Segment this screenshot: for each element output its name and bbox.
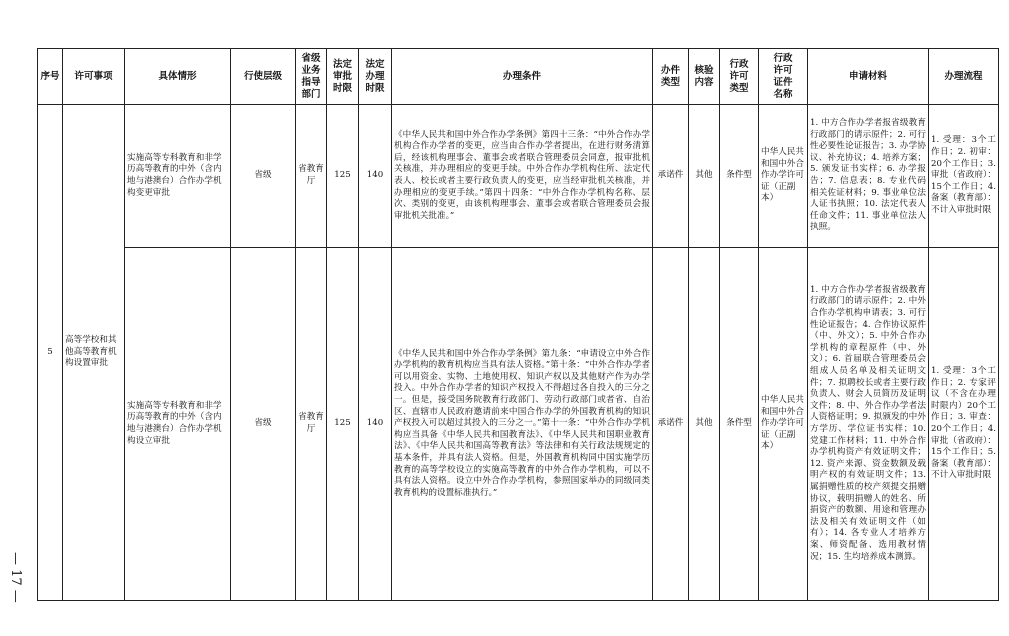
- header-cell: 许可事项: [63, 49, 125, 105]
- materials-cell: 1. 中方合作办学者报省级教育行政部门的请示原件；2. 中外合作办学机构申请表；3. 可行性论证报告；4. 合作协议原件（中、外文）；5. 中外合作办学机构的章程原件（中、外文）；6. 首届联合管理委员会组成人员名单及相关证明文件；7. 拟聘校长或者主要行政负责人、财会人员简历及证明文件；8. 中、外合作办学者法人资格证明；9. 拟颁发的中外方学历、学位证书实样；10. 党建工作材料；11. 中外合作办学机构资产有效证明文件；12. 资产来源、资金数额及载明产权的有效证明文件；13. 属捐赠性质的校产须提交捐赠协议，载明捐赠人的姓名、所捐资产的数额、用途和管理办法及相关有效证明文件（如有）；14. 各专业人才培养方案、师资配备、选用教材情况；15. 生均培养成本测算。: [808, 248, 929, 601]
- materials-cell: 1. 中方合作办学者报省级教育行政部门的请示原件；2. 可行性必要性论证报告；3. 办学协议、补充协议；4. 培养方案；5. 颁发证书实样；6. 办学报告；7. 信息表；8. 专业代码相关佐证材料；9. 事业单位法人证书执照；10. 法定代表人任命文件；11. 事业单位法人执照。: [808, 105, 929, 248]
- handling-days-cell: 140: [359, 248, 392, 601]
- certificate-cell: 中华人民共和国中外合作办学许可证（正副本）: [759, 105, 808, 248]
- header-cell: 具体情形: [125, 49, 231, 105]
- situation-cell: 实施高等专科教育和非学历高等教育的中外（含内地与港澳台）合作办学机构变更审批: [125, 105, 231, 248]
- header-cell: 省级 业务 指导 部门: [296, 49, 327, 105]
- case-type-cell: 承诺件: [653, 248, 689, 601]
- permit-type-cell: 条件型: [720, 105, 759, 248]
- header-row: [38, 49, 999, 105]
- approval-days-cell: 125: [327, 105, 359, 248]
- header-cell: 核验 内容: [689, 49, 720, 105]
- situation-cell: 实施高等专科教育和非学历高等教育的中外（含内地与港澳台）合作办学机构设立审批: [125, 248, 231, 601]
- verification-cell: 其他: [689, 248, 720, 601]
- level-cell: 省级: [231, 105, 296, 248]
- approval-days-cell: 125: [327, 248, 359, 601]
- header-cell: 行政 许可 类型: [720, 49, 759, 105]
- handling-days-cell: 140: [359, 105, 392, 248]
- table-row: [38, 248, 999, 601]
- header-cell: 申请材料: [808, 49, 929, 105]
- department-cell: 省教育厅: [296, 248, 327, 601]
- header-cell: 法定 审批 时限: [327, 49, 359, 105]
- header-cell: 办件 类型: [653, 49, 689, 105]
- verification-cell: 其他: [689, 105, 720, 248]
- header-cell: 行使层级: [231, 49, 296, 105]
- item-number: 5: [38, 105, 63, 601]
- certificate-cell: 中华人民共和国中外合作办学许可证（正副本）: [759, 248, 808, 601]
- item-name: 高等学校和其他高等教育机构设置审批: [63, 105, 125, 601]
- permit-table: [37, 48, 999, 601]
- process-cell: 1. 受理：3个工作日；2. 专家评议（不含在办理时限内）20个工作日；3. 审查：20个工作日；4. 审批（省政府）：15个工作日；5. 备案（教育部）：不计入审批时限: [929, 248, 999, 601]
- table-row: [38, 105, 999, 248]
- page-number: — 17 —: [8, 552, 23, 603]
- permit-type-cell: 条件型: [720, 248, 759, 601]
- conditions-cell: 《中华人民共和国中外合作办学条例》第四十三条：“中外合作办学机构合作办学者的变更，应当由合作办学者提出，在进行财务清算后，经该机构理事会、董事会或者联合管理委员会同意，报审批机关核准，并办理相应的变更手续。中外合作办学机构住所、法定代表人、校长或者主要行政负责人的变更，应当经审批机关核准，并办理相应的变更手续。”第四十四条：“中外合作办学机构名称、层次、类别的变更，由该机构理事会、董事会或者联合管理委员会报审批机关批准。”: [392, 105, 653, 248]
- case-type-cell: 承诺件: [653, 105, 689, 248]
- header-cell: 法定 办理 时限: [359, 49, 392, 105]
- department-cell: 省教育厅: [296, 105, 327, 248]
- header-cell: 办理条件: [392, 49, 653, 105]
- conditions-cell: 《中华人民共和国中外合作办学条例》第九条：“申请设立中外合作办学机构的教育机构应当具有法人资格。”第十条：“中外合作办学者可以用资金、实物、土地使用权、知识产权以及其他财产作为办学投入。中外合作办学者的知识产权投入不得超过各自投入的三分之一。但是，接受国务院教育行政部门、劳动行政部门或者省、自治区、直辖市人民政府邀请前来中国合作办学的外国教育机构的知识产权投入可以超过其投入的三分之一。”第十一条：“中外合作办学机构应当具备《中华人民共和国教育法》、《中华人民共和国职业教育法》、《中华人民共和国高等教育法》等法律和有关行政法规规定的基本条件，并具有法人资格。但是，外国教育机构同中国实施学历教育的高等学校设立的实施高等教育的中外合作办学机构，可以不具有法人资格。设立中外合作办学机构，参照国家举办的同级同类教育机构的设置标准执行。”: [392, 248, 653, 601]
- header-cell: 办理流程: [929, 49, 999, 105]
- level-cell: 省级: [231, 248, 296, 601]
- header-cell: 序号: [38, 49, 63, 105]
- process-cell: 1. 受理：3个工作日；2. 初审：20个工作日；3. 审批（省政府）：15个工作日；4. 备案（教育部）：不计入审批时限: [929, 105, 999, 248]
- header-cell: 行政 许可 证件 名称: [759, 49, 808, 105]
